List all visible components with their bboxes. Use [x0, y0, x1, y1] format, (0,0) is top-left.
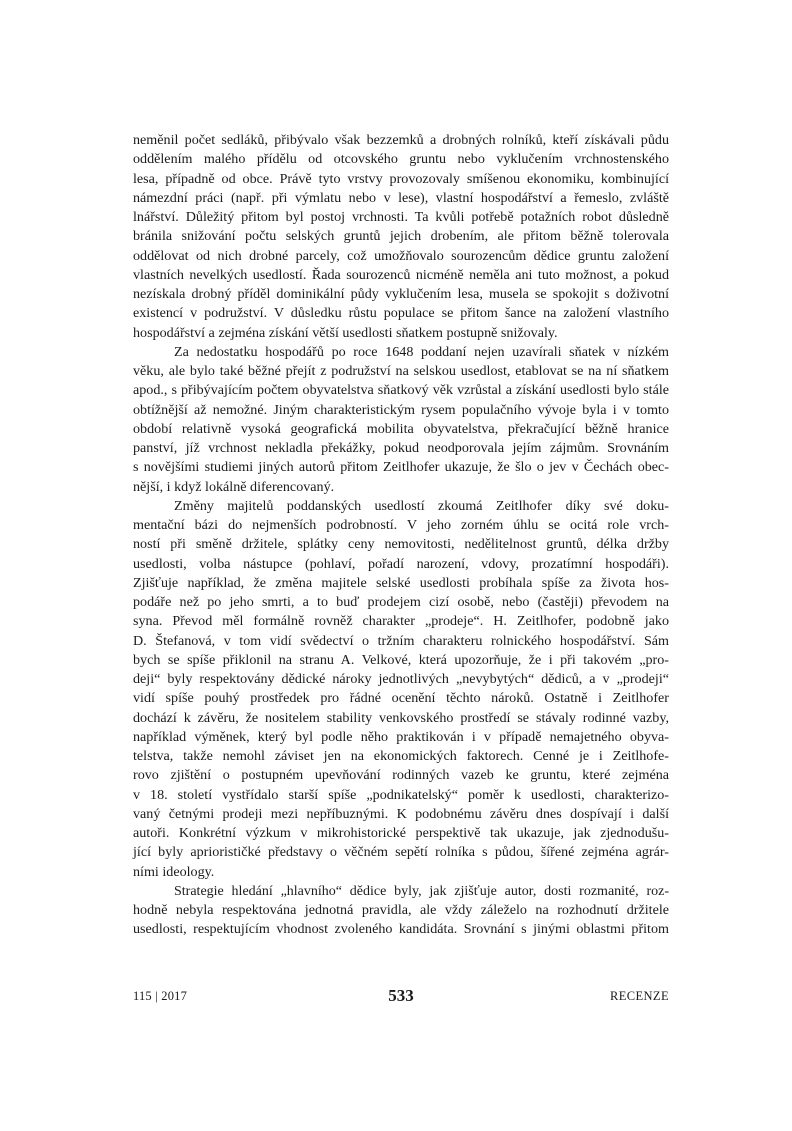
text-line: jící byly apriorističké představy o věčném sepětí rolníka s půdou, šířené zejména agrár- [133, 844, 669, 861]
text-line: hospodářství a zejména získání větší usedlosti sňatkem postupně snižovaly. [133, 324, 558, 341]
text-line: usedlosti, volba nástupce (pohlaví, pořadí narození, vdovy, prozatímní hospodáři). [133, 555, 669, 572]
page-number: 533 [388, 986, 414, 1005]
page-footer [133, 987, 669, 1011]
text-line: nější, i když lokálně diferencovaný. [133, 478, 335, 495]
text-line: nezískala drobný příděl dominikální půdy vyklučením lesa, musela se spokojit s doživotní [133, 286, 669, 302]
text-line: oddělovat od nich drobné parcely, což umožňovalo sourozencům dědice gruntu založení [133, 247, 669, 264]
text-line: oddělením malého přídělu od otcovského gruntu nebo vyklučením vrchnostenského [133, 151, 669, 168]
text-line: vlastních nevelkých usedlostí. Řada sourozenců nicméně neměla ani tuto možnost, a pokud [133, 266, 669, 283]
text-line: lesa, případně od obce. Právě tyto vrstvy provozovaly smíšenou ekonomiku, kombinující [133, 170, 669, 187]
text-line: v 18. století vystřídalo starší spíše „podnikatelský“ poměr k usedlosti, charakterizo- [133, 786, 669, 803]
text-line: Změny majitelů poddanských usedlostí zkoumá Zeitlhofer díky své doku- [174, 497, 669, 514]
text-line: námezdní práci (např. při výmlatu nebo v lese), vlastní hospodářství a řemeslo, zvláště [133, 189, 669, 206]
text-line: Zjišťuje například, že změna majitele selské usedlosti probíhala spíše za života hos- [133, 574, 669, 591]
text-line: neměnil počet sedláků, přibývalo však bezzemků a drobných rolníků, kteří získávali půdu [133, 132, 669, 148]
article-body [133, 131, 669, 940]
text-line: autoři. Konkrétní výzkum v mikrohistorické perspektivě tak ukazuje, jak zjednodušu- [133, 825, 669, 841]
text-line: obtížnější až nemožné. Jiným charakteristickým rysem populačního vývoje byla i v tomto [133, 401, 669, 418]
text-line: Strategie hledání „hlavního“ dědice byly, jak zjišťuje autor, dosti rozmanité, roz- [174, 883, 669, 899]
text-line: syna. Převod měl formálně rovněž charakter „prodeje“. H. Zeitlhofer, podobně jako [133, 613, 669, 630]
text-line: existencí v podružství. V důsledku růstu populace se přitom šance na založení vlastního [133, 305, 669, 322]
text-line: telstva, takže nemohl záviset jen na ekonomických faktorech. Cenné je i Zeitlhofe- [133, 748, 669, 764]
text-line: deji“ byly respektovány dědické nároky jednotlivých „nevybytých“ dědiců, a v „prodeji“ [133, 671, 669, 687]
text-line: usedlosti, respektujícím vhodnost zvoleného kandidáta. Srovnání s jinými oblastmi přitom [133, 921, 669, 938]
text-line: bránila snižování počtu selských gruntů jejich drobením, ale přitom běžně tolerovala [133, 228, 669, 245]
text-line: hodně nebyla respektována jednotná pravidla, ale vždy záleželo na rozhodnutí držitele [133, 902, 669, 918]
text-line: vaný četnými prodeji mezi nepříbuznými. K podobnému závěru dnes dospívají i další [133, 805, 669, 822]
text-line: rovo zjištění o postupném upevňování rodinných vazeb ke gruntu, které zejména [133, 767, 669, 784]
text-line: ností při směně držitele, splátky ceny nemovitosti, nedělitelnost gruntů, délka držby [133, 536, 669, 553]
text-line: vidí spíše pouhý prostředek pro řádné ocenění těchto nároků. Ostatně i Zeitlhofer [133, 690, 669, 707]
section-label: RECENZE [609, 989, 669, 1003]
paragraph-4 [133, 882, 669, 940]
text-line: Za nedostatku hospodářů po roce 1648 poddaní nejen uzavírali sňatek v nízkém [174, 343, 669, 360]
text-line: panství, jíž vrchnost nekladla překážky, pokud neodporovala jejím zájmům. Srovnáním [133, 440, 669, 456]
text-line: D. Štefanová, v tom vidí svědectví o tržním charakteru rolnického hospodářství. Sám [133, 632, 669, 649]
text-line: bych se spíše přiklonil na stranu A. Velkové, která upozorňuje, že i při takovém „pro- [133, 651, 669, 668]
journal-issue-year: 115 | 2017 [133, 989, 188, 1003]
text-line: podáře než po jeho smrti, a to buď prodejem cizí osobě, nebo (častěji) převodem na [133, 594, 669, 610]
text-line: ními ideology. [133, 863, 215, 880]
text-line: s novějšími studiemi jiných autorů přitom Zeitlhofer ukazuje, že šlo o jev v Čechách obec- [133, 459, 669, 476]
text-line: věku, ale bylo také běžné přejít z podružství na selskou usedlost, etablovat se na ní sňatkem [133, 363, 669, 379]
paragraph-2 [133, 343, 669, 497]
paragraph-1 [133, 131, 669, 343]
text-line: dochází k závěru, že nositelem stability venkovského prostředí se stávaly rodinné vazby, [133, 709, 669, 726]
paragraph-3 [133, 497, 669, 882]
text-line: lnářství. Důležitý přitom byl postoj vrchnosti. Ta kvůli potřebě potažních robot důsledně [133, 209, 669, 225]
text-line: mentační bázi do nejmenších podrobností. V jeho zorném úhlu se ocitá role vrch- [133, 517, 669, 533]
text-line: apod., s přibývajícím počtem obyvatelstva sňatkový věk vzrůstal a získání usedlosti bylo stále [133, 382, 669, 399]
text-line: například výměnek, který byl podle něho praktikován i v případě nemajetného obyva- [133, 728, 669, 745]
text-line: období relativně vysoká geografická mobilita obyvatelstva, překračující běžně hranice [133, 420, 669, 437]
